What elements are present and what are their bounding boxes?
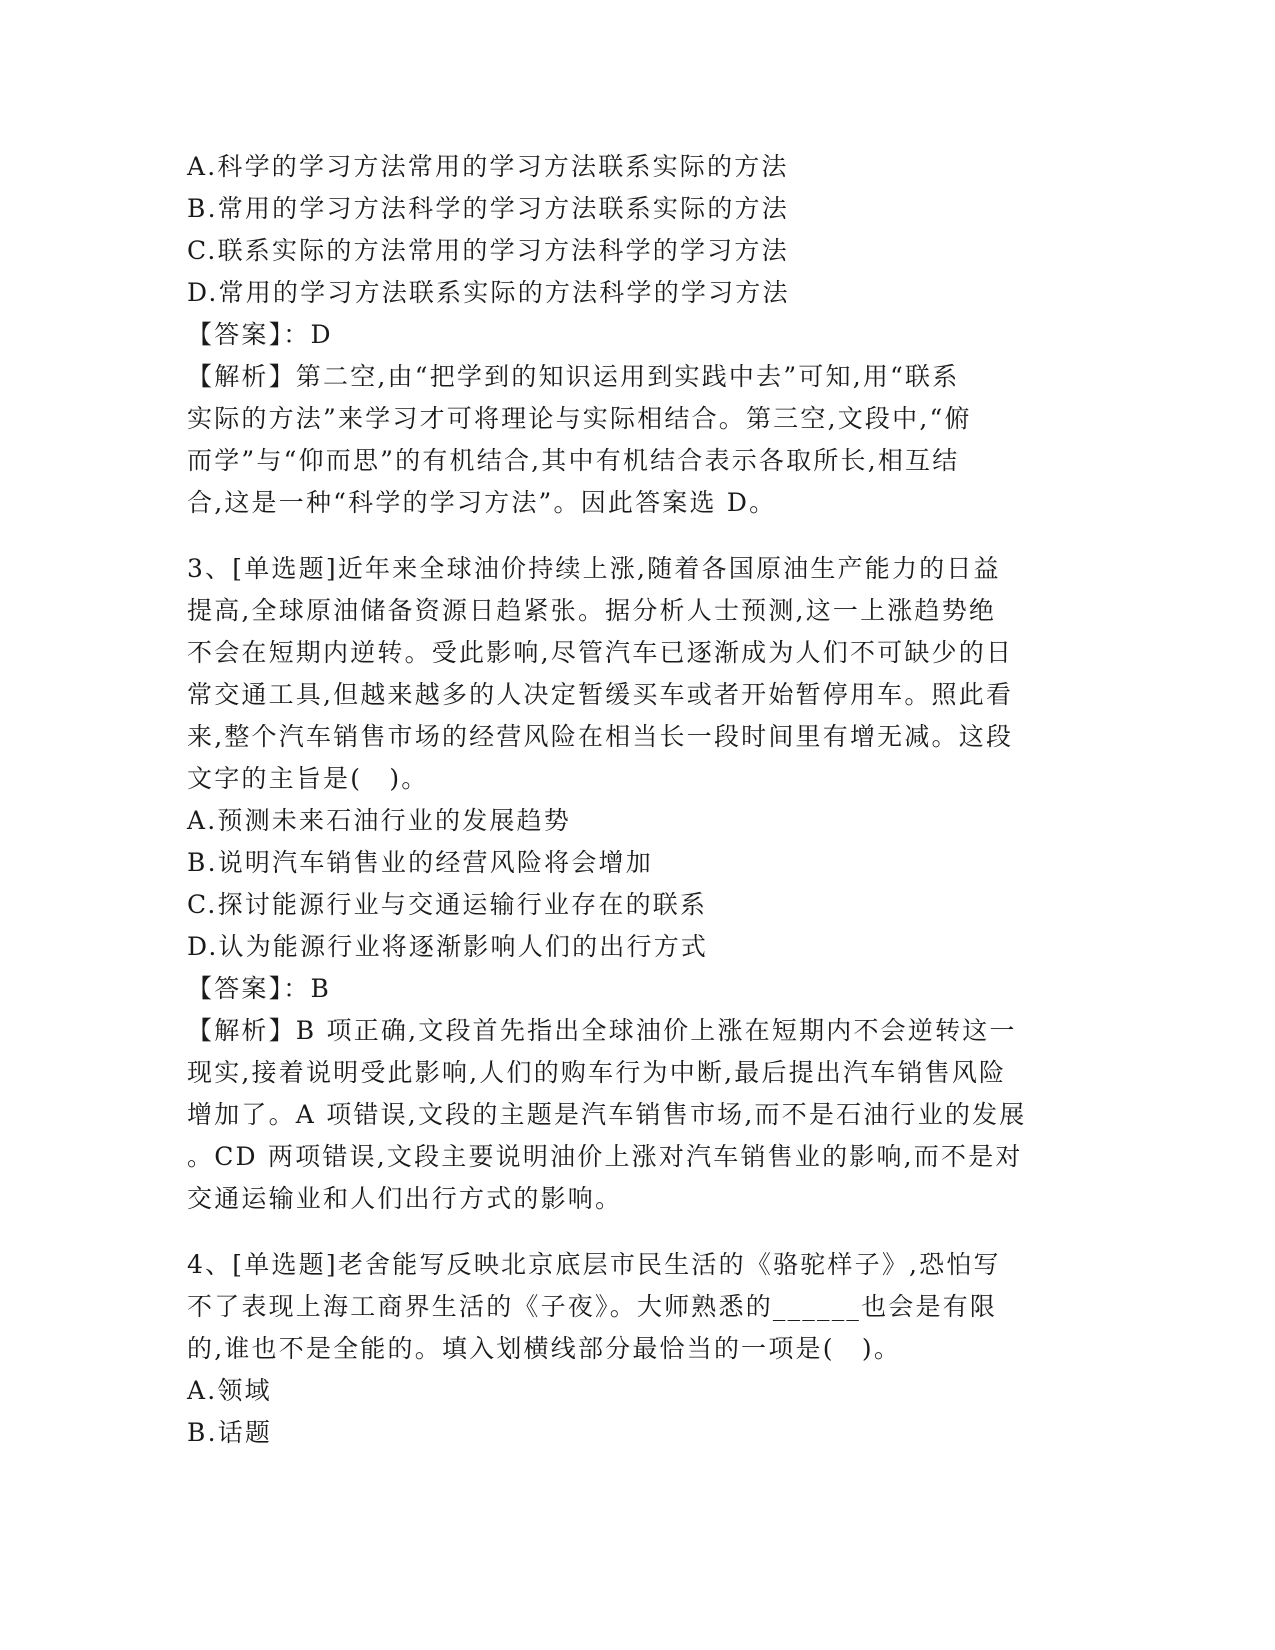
option-b: B.说明汽车销售业的经营风险将会增加 — [187, 848, 653, 877]
question-4 — [187, 1244, 1087, 1454]
stem-line: 不了表现上海工商界生活的《子夜》。大师熟悉的______也会是有限 — [187, 1292, 998, 1321]
question-3 — [187, 548, 1087, 1220]
answer: 【答案】：D — [187, 320, 333, 349]
document-page — [187, 146, 1087, 1454]
question-stem — [187, 548, 1087, 800]
analysis-line: 现实,接着说明受此影响,人们的购车行为中断,最后提出汽车销售风险 — [187, 1058, 1007, 1087]
option-d: D.认为能源行业将逐渐影响人们的出行方式 — [187, 932, 709, 961]
question-stem — [187, 1244, 1087, 1370]
option-a: A.预测未来石油行业的发展趋势 — [187, 806, 572, 835]
stem-line: 的,谁也不是全能的。填入划横线部分最恰当的一项是( )。 — [187, 1334, 902, 1363]
option-d: D.常用的学习方法联系实际的方法科学的学习方法 — [187, 278, 790, 307]
answer: 【答案】：B — [187, 974, 332, 1003]
option-a: A.科学的学习方法常用的学习方法联系实际的方法 — [187, 152, 789, 181]
analysis-line: 实际的方法”来学习才可将理论与实际相结合。第三空,文段中,“俯 — [187, 404, 972, 433]
option-c: C.联系实际的方法常用的学习方法科学的学习方法 — [187, 236, 789, 265]
analysis-line: 交通运输业和人们出行方式的影响。 — [187, 1184, 623, 1213]
analysis — [187, 1010, 1087, 1220]
analysis-line: 【解析】第二空,由“把学到的知识运用到实践中去”可知,用“联系 — [187, 362, 960, 391]
option-b: B.话题 — [187, 1418, 273, 1447]
analysis-line: 【解析】B 项正确,文段首先指出全球油价上涨在短期内不会逆转这一 — [187, 1016, 1017, 1045]
analysis-line: 合,这是一种“科学的学习方法”。因此答案选 D。 — [187, 488, 777, 517]
analysis-line: 而学”与“仰而思”的有机结合,其中有机结合表示各取所长,相互结 — [187, 446, 960, 475]
stem-line: 不会在短期内逆转。受此影响,尽管汽车已逐渐成为人们不可缺少的日 — [187, 638, 1014, 667]
option-a: A.领域 — [187, 1376, 272, 1405]
stem-line: 文字的主旨是( )。 — [187, 764, 429, 793]
analysis-line: 增加了。A 项错误,文段的主题是汽车销售市场,而不是石油行业的发展 — [187, 1100, 1027, 1129]
stem-line: 常交通工具,但越来越多的人决定暂缓买车或者开始暂停用车。照此看 — [187, 680, 1014, 709]
stem-line: 3、[单选题]近年来全球油价持续上涨,随着各国原油生产能力的日益 — [187, 554, 1001, 583]
stem-line: 提高,全球原油储备资源日趋紧张。据分析人士预测,这一上涨趋势绝 — [187, 596, 997, 625]
option-c: C.探讨能源行业与交通运输行业存在的联系 — [187, 890, 708, 919]
question-2-tail — [187, 146, 1087, 524]
stem-line: 4、[单选题]老舍能写反映北京底层市民生活的《骆驼样子》,恐怕写 — [187, 1250, 1001, 1279]
option-b: B.常用的学习方法科学的学习方法联系实际的方法 — [187, 194, 789, 223]
stem-line: 来,整个汽车销售市场的经营风险在相当长一段时间里有增无减。这段 — [187, 722, 1014, 751]
analysis-line: 。CD 两项错误,文段主要说明油价上涨对汽车销售业的影响,而不是对 — [187, 1142, 1023, 1171]
analysis — [187, 356, 1087, 524]
